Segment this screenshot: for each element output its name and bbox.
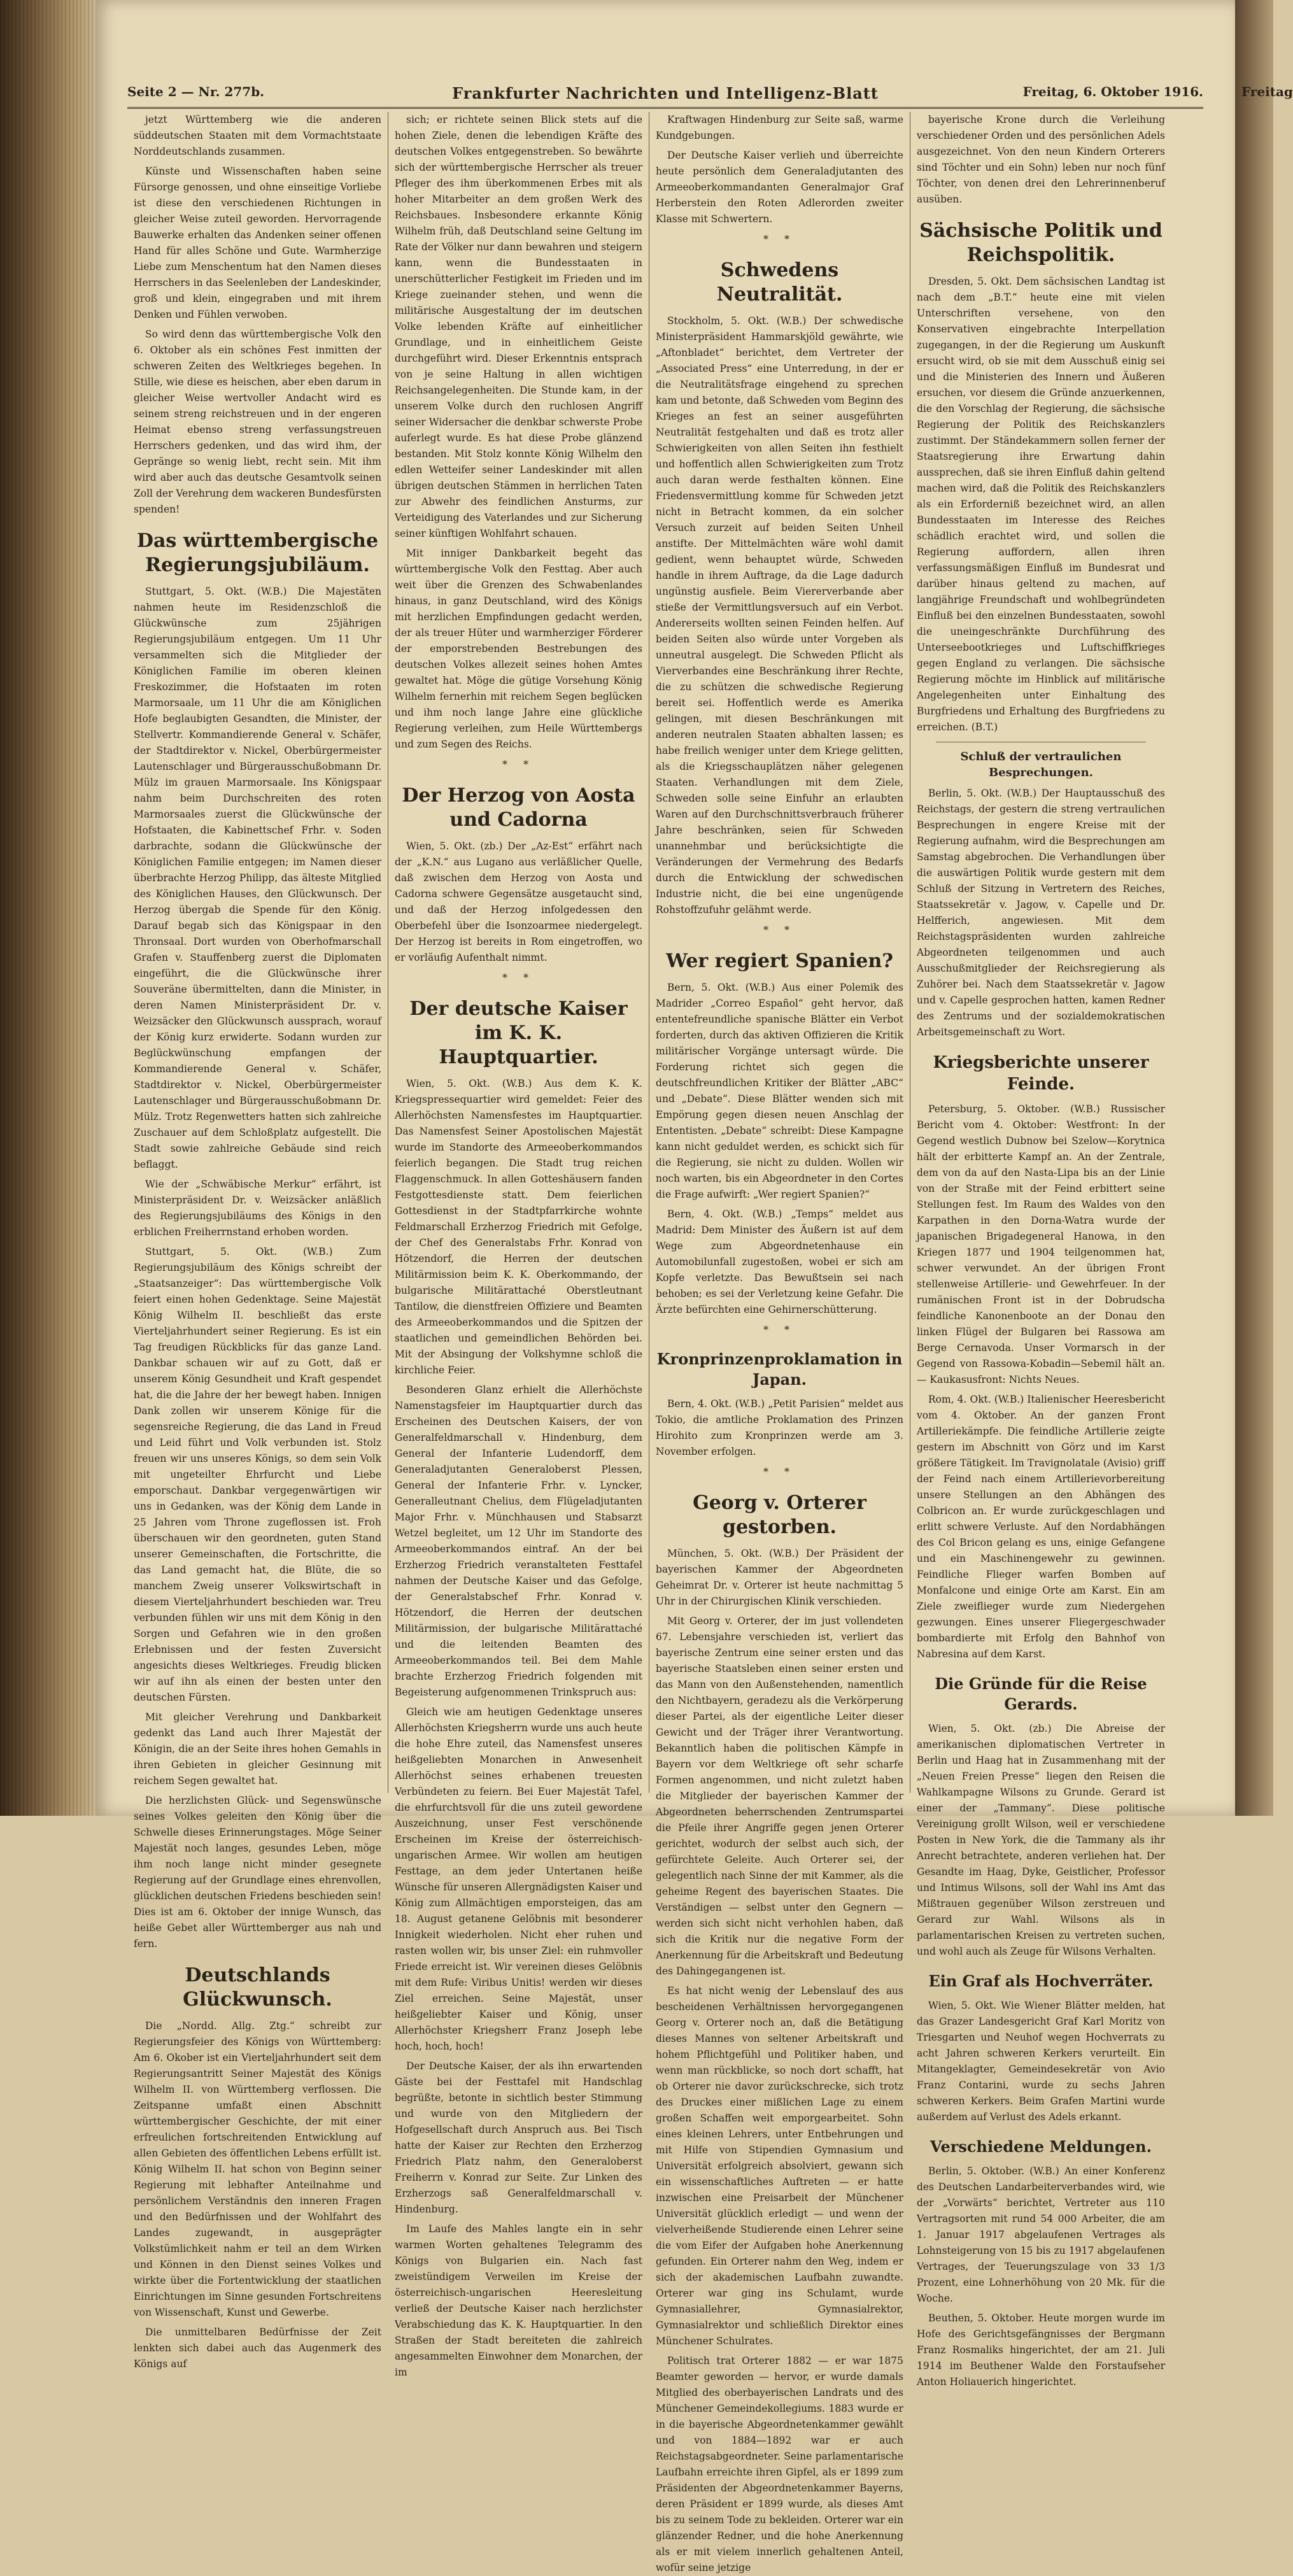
- article-paragraph: Die unmittelbaren Bedürfnisse der Zeit lenkten sich dabei auch das Augenmerk des Königs auf: [134, 2326, 381, 2370]
- article-headline: Schwedens Neutralität.: [716, 259, 843, 306]
- article-paragraph: Die herzlichsten Glück- und Segenswünsche seines Volkes geleiten den König über die Schwelle dieses Erinnerungstages. Möge Seiner Majestät noch langes, gesundes Leben, möge ihm noch lange nicht minder gesegnete Regierung auf der Grundlage eines ehrenvollen, glücklichen deutschen Friedens beschieden sein! Dies ist am 6. Oktober der innige Wunsch, das heiße Gebet aller Württemberger aus nah und fern.: [134, 1795, 381, 1950]
- article-paragraph: Stuttgart, 5. Okt. (W.B.) Zum Regierungsjubiläum des Königs schreibt der „Staatsanzeiger“: Das württembergische Volk feiert einen hohen Gedenktage. Seine Majestät König Wilhelm II. beschließt das erste Vierteljahrhundert seiner Regierung. Es ist ein Tag freudigen Rückblicks für das ganze Land. Dankbar schauen wir auf zu Gott, daß er unserem König Gesundheit und Kraft gespendet hat, die die Jahre der her bewegt haben. Innigen Dank zollen wir unserem Könige für die segensreiche Regierung, die das Land in Freud und Leid führt und Volk verbunden ist. Stolz freuen wir uns unseres Königs, so dem sein Volk mit ungeteilter Ehrfurcht und Liebe emporschaut. Dankbar vergegenwärtigen wir uns in Gedanken, was der König dem Lande in 25 Jahren vom Throne zugeflossen ist. Froh überschauen wir den geordneten, guten Stand unserer Gemeinschaften, die Fortschritte, die das Land gemacht hat, die Blüte, die so manchem Zweig unserer Volkswirtschaft in diesem Vierteljahrhundert beschieden war. Treu verbunden fühlen wir uns mit dem König in den Sorgen und Gefahren wie in den großen Erlebnissen und der festen Zuversicht angesichts dieses Weltkrieges. Freudig blicken wir auf ihn als einen der besten unter den deutschen Fürsten.: [134, 1246, 381, 1703]
- article-headline: Wer regiert Spanien?: [666, 950, 893, 972]
- article-columns: [127, 112, 1203, 2573]
- article-paragraph: Besonderen Glanz erhielt die Allerhöchste Namenstagsfeier im Hauptquartier durch das Erscheinen des Deutschen Kaisers, der von Generalfeldmarschall v. Hindenburg, dem General der Infanterie Ludendorff, dem Generaladjutanten Generaloberst Plessen, General der Infanterie Frhr. v. Lyncker, Generalleutnant Chelius, dem Flügeladjutanten Major Frhr. v. Münchhausen und Stabsarzt Wetzel begleitet, um 12 Uhr im Standorte des Armeeoberkommandos eintraf. An der bei Erzherzog Friedrich veranstalteten Festtafel nahmen der Deutsche Kaiser und das Gefolge, der Generalstabschef Frhr. Konrad v. Hötzendorf, die Herren der deutschen Militärmission, der bulgarische Militärattaché und die leitenden Beamten des Armeeoberkommandos teil. Bei dem Mahle brachte Erzherzog Friedrich folgenden mit Begeisterung aufgenommenen Trinkspruch aus:: [395, 1384, 642, 1698]
- article-subheadline: Schluß der vertraulichen Besprechungen.: [960, 750, 1122, 779]
- newspaper-page: [95, 0, 1235, 2573]
- section-separator: * *: [763, 233, 796, 245]
- article-paragraph: Wien, 5. Okt. (W.B.) Aus dem K. K. Kriegspressequartier wird gemeldet: Feier des Allerhöchsten Namensfestes im Hauptquartier. Das Namensfest Seiner Apostolischen Majestät wurde im Standorte des Armeeoberkommandos feierlich begangen. Die Stadt trug reichen Flaggenschmuck. In allen Gotteshäusern fanden Festgottesdienste statt. Dem feierlichen Gottesdienst in der Stadtpfarrkirche wohnte Feldmarschall Erzherzog Friedrich mit Gefolge, der Chef des Generalstabs Frhr. Konrad von Hötzendorf, die Herren der deutschen Militärmission beim K. K. Oberkommando, der bulgarische Militärattaché Oberstleutnant Tantilow, die dienstfreien Offiziere und Beamten des Armeeoberkommandos und die Spitzen der staatlichen und gemeindlichen Behörden bei. Mit der Absingung der Volkshymne schloß die kirchliche Feier.: [395, 1078, 642, 1376]
- binding-texture: [0, 0, 95, 1816]
- page-header: [127, 81, 1203, 109]
- article-headline: Sächsische Politik und Reichspolitik.: [919, 220, 1162, 266]
- book-binding: [0, 0, 95, 1816]
- article-headline: Kriegsberichte unserer Feinde.: [933, 1053, 1149, 1094]
- article-paragraph: Stockholm, 5. Okt. (W.B.) Der schwedische Ministerpräsident Hammarskjöld gewährte, wie „Aftonbladet“ berichtet, dem Vertreter der „Associated Press“ eine Unterredung, in der er die Neutralitätsfrage eingehend zu sprechen kam und betonte, daß Schweden vom Beginn des Krieges an fest an seiner ausgeführten Neutralität festgehalten und daß es trotz aller Schwierigkeiten von allen Seiten ihn festhielt und hoffentlich allen Schwierigkeiten zum Trotz auch daran werde festhalten können. Eine Friedensvermittlung komme für Schweden jetzt nicht in Betracht kommen, da ein solcher Versuch zurzeit auf beiden Seiten Unheil anstifte. Der Mittelmächten wäre wohl damit gedient, wenn behauptet würde, Schweden handle in ihrem Auftrage, da die Lage dadurch ungünstig ausfiele. Beim Viererverbande aber stieße der Vermittlungsversuch auf ein Verbot. Andererseits wollten seinen Feinden helfen. Auf beiden Seiten also würde unter Vorgeben als unneutral ausgelegt. Die Schweden Pflicht als Vierverbandes eine Beschränkung ihrer Rechte, die zu schützen die schwedische Regierung bereit sei. Hoffentlich werde es Amerika gelingen, mit diesen Beschränkungen mit anderen neutralen Staaten abhalten lassen; es habe freilich weniger unter dem Kriege gelitten, als die Kriegsschauplätzen näher gelegenen Staaten. Verhandlungen mit dem Ziele, Schweden solle seine Einfuhr an erlaubten Waren auf den Durchschnittsverbrauch früherer Jahre beschränken, seien für Schweden unannehmbar und berücksichtigte die Veränderungen der Vermehrung des Bedarfs durch die Entwicklung der schwedischen Industrie nicht, die bei eine ungenügende Rohstoffzufuhr gelähmt werde.: [656, 315, 903, 916]
- article-paragraph: Bern, 5. Okt. (W.B.) Aus einer Polemik des Madrider „Correo Español“ geht hervor, daß ententefreundliche spanische Blätter ein Verbot forderten, durch das aktiven Offizieren die Kritik militärischer Vorgänge untersagt würde. Die Forderung richtet sich gegen die deutschfreundlichen Kritiker der Blätter „ABC“ und „Debate“. Diese Blätter wenden sich mit Empörung gegen diesen neuen Anschlag der Ententisten. „Debate“ schreibt: Diese Kampagne kann nicht geduldet werden, es schickt sich für die Regierung, sie nicht zu dulden. Wollen wir noch warten, bis ein Abgeordneter in den Cortes die Frage aufwirft: „Wer regiert Spanien?“: [656, 982, 903, 1200]
- article-paragraph: Beuthen, 5. Oktober. Heute morgen wurde im Hofe des Gerichtsgefängnisses der Bergmann Franz Rosmaliks hingerichtet, der am 21. Juli 1914 im Beuthener Walde den Forstaufseher Anton Holiauerich hingerichtet.: [917, 2312, 1165, 2388]
- article-paragraph: Der Deutsche Kaiser verlieh und überreichte heute persönlich dem Generaladjutanten des Armeeoberkommandanten Generalmajor Graf Herberstein den Roten Adlerorden zweiter Klasse mit Schwertern.: [656, 150, 903, 225]
- column-2: [388, 112, 649, 2378]
- article-paragraph: Gleich wie am heutigen Gedenktage unseres Allerhöchsten Kriegsherrn wurde uns auch heute die hohe Ehre zuteil, das Namensfest unseres heißgeliebten Monarchen in Anwesenheit Allerhöchst seines erhabenen treuesten Verbündeten zu feiern. Bei Euer Majestät Tafel, die ehrfurchtsvoll für die uns zuteil gewordene Auszeichnung, unser Fest verschönende Erscheinen im Kreise der österreichisch-ungarischen Armee. Wir wollen am heutigen Festtage, an dem jeder Untertanen heiße Wünsche für unseren Allergnädigsten Kaiser und König zum Allmächtigen emporsteigen, das am 18. August getanene Gelöbnis mit besonderer Innigkeit wiederholen. Nicht eher ruhen und rasten wollen wir, bis unser Ziel: ein ruhmvoller Friede erreicht ist. Wir vereinen dieses Gelöbnis mit dem Rufe: Viribus Unitis! werden wir dieses Ziel erreichen. Seine Majestät, unser heißgeliebter Kaiser und König, unser Allerhöchster Kriegsherr Franz Joseph lebe hoch, hoch, hoch!: [395, 1706, 642, 2052]
- article-paragraph: Wien, 5. Okt. (zb.) Der „Az-Est“ erfährt nach der „K.N.“ aus Lugano aus verläßlicher Quelle, daß zwischen dem Herzog von Aosta und Cadorna schwere Gegensätze ausgetaucht sind, und daß der Herzog infolgedessen den Oberbefehl über die Isonzoarmee niedergelegt. Der Herzog ist bereits in Rom eingetroffen, wo er vorläufig Aufenthalt nimmt.: [395, 840, 642, 963]
- article-headline: Das württembergische Regierungsjubiläum.: [136, 530, 379, 576]
- article-paragraph: Berlin, 5. Okt. (W.B.) Der Hauptausschuß des Reichstags, der gestern die streng vertraulichen Besprechungen in engere Kreise mit der Regierung aufnahm, wird die Besprechungen am Samstag abgebrochen. Die Verhandlungen über die auswärtigen Politik wurde gestern mit dem Schluß der Sitzung in Vertretern des Reiches, Staatssekretär v. Jagow, v. Capelle und Dr. Helfferich, angewiesen. Mit dem Reichstagspräsidenten wurden zahlreiche Abgeordneten teilgenommen und auch Ausschußmitglieder der Reichsregierung als Zuhörer bei. Nach dem Staatssekretär v. Jagow und v. Capelle gesprochen hatten, kamen Redner des Zentrums und der sozialdemokratischen Arbeitsgemeinschaft zu Wort.: [917, 788, 1165, 1038]
- article-headline: Ein Graf als Hochverräter.: [928, 1972, 1154, 1990]
- article-paragraph: Stuttgart, 5. Okt. (W.B.) Die Majestäten nahmen heute im Residenzschloß die Glückwünsche zum 25jährigen Regierungsjubiläum entgegen. Um 11 Uhr versammelten sich die Mitglieder der Königlichen Familie im oberen kleinen Freskozimmer, die Hofstaaten im roten Marmorsaale, um 11 Uhr die am Königlichen Hofe beglaubigten Gesandten, die Minister, der Stellvertr. Kommandierende General v. Schäfer, der Stadtdirektor v. Nickel, Oberbürgermeister Lautenschlager und Bürgerausschußobmann Dr. Mülz im grauen Marmorsaale. Ins Königspaar nahm beim Durchschreiten des roten Marmorsaales zuerst die Glückwünsche der Hofstaaten, die Kabinettschef Frhr. v. Soden darbrachte, sodann die Glückwünsche der Königlichen Familie entgegen; im Namen dieser überbrachte Herzog Philipp, das älteste Mitglied des Königlichen Hauses, den Glückwunsch. Der Herzog übergab die Spende für den König. Darauf begab sich das Königspaar in den Thronsaal. Dort wurden von Oberhofmarschall Grafen v. Stauffenberg zuerst die Diplomaten eingeführt, die die Glückwünsche ihrer Souveräne übermittelten, dann die Minister, in deren Namen Ministerpräsident Dr. v. Weizsäcker den Glückwunsch aussprach, worauf der König kurz erwiderte. Sodann wurden zur Beglückwünschung empfangen der Kommandierende General v. Schäfer, Stadtdirektor v. Nickel, Oberbürgermeister Lautenschlager und Bürgerausschußobmann Dr. Mülz. Trotz Regenwetters hatten sich zahlreiche Zuschauer auf dem Schloßplatz aufgestellt. Die Stadt sowie zahlreiche Gebäude sind reich beflaggt.: [134, 586, 381, 1170]
- article-paragraph: Wien, 5. Okt. Wie Wiener Blätter melden, hat das Grazer Landesgericht Graf Karl Moritz von Triesgarten und Neuhof wegen Hochverrats zu acht Jahren schweren Kerkers verurteilt. Ein Mitangeklagter, Gemeindesekretär von Avio Franz Contarini, wurde zu sechs Jahren schweren Kerkers. Beim Grafen Martini wurde außerdem auf Verlust des Adels erkannt.: [917, 2000, 1165, 2123]
- column-3: [649, 112, 910, 2573]
- article-headline: Der deutsche Kaiser im K. K. Hauptquartier.: [409, 998, 628, 1068]
- section-separator: * *: [763, 924, 796, 936]
- masthead-title: Frankfurter Nachrichten und Intelligenz-Blatt: [452, 84, 879, 103]
- article-headline: Der Herzog von Aosta und Cadorna: [402, 784, 635, 831]
- section-separator: * *: [502, 972, 535, 984]
- article-paragraph: München, 5. Okt. (W.B.) Der Präsident der bayerischen Kammer der Abgeordneten Geheimrat Dr. v. Orterer ist heute nachmittag 5 Uhr in der Chirurgischen Klinik verschieden.: [656, 1548, 903, 1607]
- article-paragraph: Mit gleicher Verehrung und Dankbarkeit gedenkt das Land auch Ihrer Majestät der Königin, die an der Seite ihres hohen Gemahls in ihren Gebieten in gleicher Gesinnung mit reichem Segen gewaltet hat.: [134, 1711, 381, 1787]
- article-paragraph: Im Laufe des Mahles langte ein in sehr warmen Worten gehaltenes Telegramm des Königs von Bulgarien ein. Nach fast zweistündigem Verweilen im Kreise der österreichisch-ungarischen Heeresleitung verließ der Deutsche Kaiser nach herzlichster Verabschiedung das K. K. Hauptquartier. In den Straßen der Stadt bereiteten die zahlreich angesammelten Einwohner dem Monarchen, der im: [395, 2223, 642, 2378]
- article-paragraph: So wird denn das württembergische Volk den 6. Oktober als ein schönes Fest inmitten der schweren Zeiten des Weltkrieges begehen. In Stille, wie diese es heischen, aber eben darum in gleicher Weise wertvoller Andacht wird es seinem streng reichstreuen und in der engeren Heimat ebenso streng verfassungstreuen Herrschers gedenken, und das wird ihm, der Gepränge so wenig liebt, recht sein. Mit ihm wird aber auch das deutsche Gesamtvolk seinen Zoll der Verehrung dem wackeren Bundesfürsten spenden!: [134, 329, 381, 515]
- article-headline: Deutschlands Glückwunsch.: [183, 1964, 332, 2011]
- article-paragraph: Künste und Wissenschaften haben seine Fürsorge genossen, und ohne einseitige Vorliebe ist diese den verschiedenen Richtungen in gleicher Weise zuteil geworden. Hervorragende Bauwerke erhalten das Andenken seiner offenen Hand für alles Schöne und Gute. Warmherzige Liebe zum Menschentum hat den Namen dieses Herrschers in das Seelenleben der Landeskinder, groß und klein, eingegraben und mit ihrem Denken und Fühlen verwoben.: [134, 166, 381, 320]
- issue-date: Freitag, 6. Oktober 1916.: [1022, 84, 1203, 99]
- page-number: Seite 2 — Nr. 277b.: [127, 84, 265, 99]
- article-paragraph: Der Deutsche Kaiser, der als ihn erwartenden Gäste bei der Festtafel mit Handschlag begrüßte, betonte in sichtlich bester Stimmung und wurde von den Mitgliedern der Hofgesellschaft durch Anspruch aus. Bei Tisch hatte der Kaiser zur Rechten den Erzherzog Friedrich Platz nahm, den Generaloberst Freiherrn v. Konrad zur Seite. Zur Linken des Erzherzogs saß Generalfeldmarschall v. Hindenburg.: [395, 2060, 642, 2215]
- article-paragraph: Wie der „Schwäbische Merkur“ erfährt, ist Ministerpräsident Dr. v. Weizsäcker anläßlich des Regierungsjubiläums des Königs in den erblichen Freiherrnstand erhoben worden.: [134, 1178, 381, 1238]
- adjacent-page-text: Freitag: [1241, 84, 1293, 99]
- article-paragraph: Bern, 4. Okt. (W.B.) „Petit Parisien“ meldet aus Tokio, die amtliche Proklamation des Prinzen Hirohito zum Kronprinzen werde am 3. November erfolgen.: [656, 1398, 903, 1457]
- section-separator: * *: [763, 1466, 796, 1478]
- article-paragraph: Berlin, 5. Oktober. (W.B.) An einer Konferenz des Deutschen Landarbeiterverbandes wird, wie der „Vorwärts“ berichtet, Vertreter aus 110 Vertragsorten mit rund 54 000 Arbeiter, die am 1. Januar 1917 abgelaufenen Vertrages als Lohnsteigerung von 15 bis zu 1917 abgelaufenen Vertrages, der Teuerungszulage von 33 1/3 Prozent, eine Lohnerhöhung von 20 Mk. für die Woche.: [917, 2165, 1165, 2304]
- column-1: [127, 112, 388, 2370]
- section-separator: * *: [502, 758, 535, 770]
- adjacent-page-edge: [1235, 0, 1293, 1816]
- article-paragraph: Bern, 4. Okt. (W.B.) „Temps“ meldet aus Madrid: Dem Minister des Äußern ist auf dem Wege zum Abgeordnetenhause ein Automobilunfall zugestoßen, wobei er sich am Kopfe verletzte. Das Bewußtsein sei nach behoben; es sei der Verletzung keine Gefahr. Die Ärzte befürchten eine Gehirnerschütterung.: [656, 1208, 903, 1315]
- article-paragraph: Es hat nicht wenig der Lebenslauf des aus bescheidenen Verhältnissen hervorgegangenen Georg v. Orterer noch an, daß die Betätigung dieses Mannes von seltener Arbeitskraft und hohem Pflichtgefühl und Politiker haben, und wenn man rückblicke, so noch dort schafft, hat ob Orterer nie davor zurückschrecke, sich trotz des Druckes einer mißlichen Lage zu einem großen Schaffen weit emporgearbeitet. Sohn eines kleinen Lehrers, unter Entbehrungen und mit Hilfe von Stipendien Gymnasium und Universität erfolgreich absolviert, gewann sich ein wissenschaftliches Auftreten — er hatte inzwischen eine Preisarbeit der Münchener Universität glücklich erledigt — und wenn der vielverheißende Studierende einen Lehrer seine die vom Eifer der Aufgaben hohe Anerkennung gefunden. Ein Orterer nahm den Weg, indem er sich der akademischen Laufbahn zuwandte. Orterer war ging ins Schulamt, wurde Gymnasiallehrer, Gymnasialrektor, Gymnasialrektor und schließlich Direktor eines Münchener Schulrates.: [656, 1985, 903, 2347]
- column-4: [910, 112, 1171, 2388]
- article-paragraph: Politisch trat Orterer 1882 — er war 1875 Beamter geworden — hervor, er wurde damals Mitglied des oberbayerischen Landrats und des Münchener Gemeindekollegiums. 1883 wurde er in die bayerische Abgeordnetenkammer gewählt und von 1884—1892 war er auch Reichstagsabgeordneter. Seine parlamentarische Laufbahn erreichte ihren Gipfel, als er 1899 zum Präsidenten der Abgeordnetenkammer Bayerns, deren Präsident er 1899 wurde, als dieses Amt bis zu seinem Tode zu bekleiden. Orterer war ein glänzender Redner, und die hohe Anerkennung als er mit vielem innerlich gehaltenen Anteil, wofür seine jetzige: [656, 2355, 903, 2573]
- article-paragraph: Petersburg, 5. Oktober. (W.B.) Russischer Bericht vom 4. Oktober: Westfront: In der Gegend westlich Dubnow bei Szelow—Korytnica hält der erbitterte Kampf an. An der Zentrale, dem von da auf den Nasta-Lipa bis an der Linie von der Straße mit der Feind erbittert seine Stellungen fest. Im Raum des Waldes von den Karpathen in den Dorna-Watra wurde der japanischen Brigadegeneral Hanowa, in den Kriegen 1877 und 1904 teilgenommen hat, schwer verwundet. An der übrigen Front stellenweise Artillerie- und Gewehrfeuer. In der rumänischen Front ist in der Dobrudscha feindliche Kanonenboote an der Donau den linken Flügel der Bulgaren bei Rassowa am Berge Cernavoda. Unser Vormarsch in der Gegend von Rassowa-Kobadin—Sebemil hält an. — Kaukasusfront: Nichts Neues.: [917, 1103, 1165, 1385]
- article-paragraph: Rom, 4. Okt. (W.B.) Italienischer Heeresbericht vom 4. Oktober. An der ganzen Front Artilleriekämpfe. Die feindliche Artillerie zeigte gestern im Abschnitt von Görz und im Karst größere Tätigkeit. Im Travignolatale (Avisio) griff der Feind nach einem Artillerievorbereitung unsere Stellungen an den Abhängen des Colbricon an. Er wurde zurückgeschlagen und erlitt schwere Verluste. Auf den Nordabhängen des Col Bricon gelang es uns, einige Gefangene und ein Maschinengewehr zu gewinnen. Feindliche Flieger warfen Bomben auf Monfalcone und einige Orte am Karst. Ein am Ziele zweiflieger wurde zum Niedergehen gezwungen. Eines unserer Fliegergeschwader bombardierte mit Erfolg den Bahnhof von Nabresina auf dem Karst.: [917, 1394, 1165, 1660]
- article-headline: Die Gründe für die Reise Gerards.: [935, 1674, 1147, 1713]
- article-paragraph: sich; er richtete seinen Blick stets auf die hohen Ziele, denen die lebendigen Kräfte des deutschen Volkes entgegenstreben. So bewährte sich der württembergische Herrscher als treuer Pfleger des ihm überkommenen Erbes mit als hoher Mitarbeiter an dem großen Werk des Reichsbaues. Insbesondere erkannte König Wilhelm früh, daß Deutschland seine Geltung im Rate der Völker nur dann bewahren und steigern kann, wenn die Bundesstaaten in unerschütterlicher Festigkeit im Frieden und im Kriege zueinander stehen, und wenn die militärische Ausgestaltung der im deutschen Volke lebenden Kräfte auf einheitlicher Grundlage, und in einheitlichem Geiste durchgeführt wird. Dieser Erkenntnis entsprach von je seine Haltung in allen wichtigen Reichsangelegenheiten. Die Stunde kam, in der unserem Volke durch den ruchlosen Angriff seiner Widersacher die denkbar schwerste Probe auferlegt wurde. Es hat diese Probe glänzend bestanden. Mit Stolz konnte König Wilhelm den edlen Wetteifer seiner Landeskinder mit allen übrigen deutschen Stämmen in herrlichen Taten zur Abwehr des feindlichen Ansturms, zur Verteidigung des Vaterlandes und zur Sicherung seiner künftigen Wohlfahrt schauen.: [395, 114, 642, 539]
- article-headline: Georg v. Orterer gestorben.: [693, 1492, 866, 1538]
- article-paragraph: Wien, 5. Okt. (zb.) Die Abreise der amerikanischen diplomatischen Vertreter in Berlin und Haag hat in Zusammenhang mit der „Neuen Freien Presse“ liegen den Reisen die Wahlkampagne Wilsons zu Grunde. Gerard ist einer der „Tammany“. Diese politische Vereinigung grollt Wilson, weil er verschiedene Posten in New York, die die Tammany als ihr Anrecht betrachtete, anderen verliehen hat. Der Gesandte im Haag, Dyke, Geistlicher, Professor und Intimus Wilsons, soll der Wahl ins Amt das Mißtrauen gegenüber Wilson zerstreuen und Gerard zur Wahl. Wilsons als in parlamentarischen Kreisen zu vertreten suchen, und wohl auch als Zeuge für Wilsons Verhalten.: [917, 1723, 1165, 1957]
- article-paragraph: Mit Georg v. Orterer, der im just vollendeten 67. Lebensjahre verschieden ist, verliert das bayerische Zentrum eine seiner ersten und das bayerische Staatsleben einen seiner ersten und das Mann von den Außenstehenden, namentlich den Nichtbayern, geradezu als die Verkörperung dieser Partei, als der eigentliche Leiter dieser Gewicht und der Träger ihrer Verantwortung. Bekanntlich haben die politischen Kämpfe in Bayern vor dem Weltkriege oft sehr scharfe Formen angenommen, und nicht zuletzt haben die Mitglieder der bayerischen Kammer der Abgeordneten beherrschenden Zentrumspartei die Pfeile ihrer Angriffe gegen jenen Orterer gerichtet, wodurch der selbst auch sich, der gefürchtete Geleite. Auch Orterer sei, der gelegentlich nach Sinne der mit Kammer, als die geheime Regent des bayerischen Staates. Die Verständigen — selbst unter den Gegnern — werden sich sicht nicht verhohlen haben, daß sich die Kritik nur die negative Form der Anerkennung für die Arbeitskraft und Bedeutung des Dahingegangenen ist.: [656, 1615, 903, 1977]
- article-paragraph: Dresden, 5. Okt. Dem sächsischen Landtag ist nach dem „B.T.“ heute eine mit vielen Unterschriften versehene, von den Konservativen eingebrachte Interpellation zugegangen, in der die Regierung um Auskunft ersucht wird, ob sie mit dem Ausschuß einig sei und die Ministerien des Innern und Äußeren ersuchen, vor diesem die Gründe anzuerkennen, die den Vorschlag der Regierung, die sächsische Regierung der Politik des Reichskanzlers zustimmt. Der Ständekammern sollen ferner der Staatsregierung ihre Erwartung dahin aussprechen, daß sie ihren Einfluß dahin geltend machen wird, daß die Politik des Reichskanzlers als ein Erforderniß bezeichnet wird, an allen Bundesstaaten im Interesse des Reiches schädlich erachtet wird, und sollen die Regierung auffordern, allen ihren verfassungsmäßigen Einfluß im Bundesrat und darüber hinaus geltend zu machen, auf langjährige Freundschaft und wohlbegründeten Einfluß bei den einzelnen Bundesstaaten, sowohl die uneingeschränkte Durchführung des Unterseebootkrieges und Luftschiffkrieges gegen England zu verlangen. Die sächsische Regierung möchte im Hinblick auf militärische Angelegenheiten unter Einhaltung des Burgfriedens und Erhaltung des Burgfriedens zu erreichen. (B.T.): [917, 276, 1165, 733]
- article-headline: Verschiedene Meldungen.: [930, 2137, 1152, 2156]
- article-paragraph: Mit inniger Dankbarkeit begeht das württembergische Volk den Festtag. Aber auch weit über die Grenzen des Schwabenlandes hinaus, in ganz Deutschland, wird des Königs mit herzlichen Empfindungen gedacht werden, der als treuer Hüter und warmherziger Förderer der emporstrebenden Bestrebungen des deutschen Volkes allezeit seines hohen Amtes gewaltet hat. Möge die gütige Vorsehung König Wilhelm fernerhin mit reichem Segen beglücken und ihm noch lange Jahre eine glückliche Regierung verleihen, zum Heile Württembergs und zum Segen des Reichs.: [395, 548, 642, 750]
- article-paragraph: bayerische Krone durch die Verleihung verschiedener Orden und des persönlichen Adels ausgezeichnet. Von den neun Kindern Orterers sind Töchter und ein Sohn) leben nur noch fünf Töchter, von denen drei den Lehrerinnenberuf ausüben.: [917, 114, 1165, 205]
- article-paragraph: Die „Nordd. Allg. Ztg.“ schreibt zur Regierungsfeier des Königs von Württemberg: Am 6. Okober ist ein Vierteljahrhundert seit dem Regierungsantritt Seiner Majestät des Königs Wilhelm II. von Württemberg verflossen. Die Zeitspanne umfaßt einen Abschnitt württembergischer Geschichte, der mit einer erfreulichen fortschreitenden Entwicklung auf allen Gebieten des öffentlichen Lebens erfüllt ist. König Wilhelm II. hat schon von Beginn seiner Regierung mit lebhafter Anteilnahme und persönlichem Verständnis den inneren Fragen und den Bedürfnissen und der Wohlfahrt des Landes zugewandt, in ausgeprägter Volkstümlichkeit nahm er teil an dem Wirken und Können in den Dienst seines Volkes und wirkte über die Fortentwicklung der staatlichen Einrichtungen im Sinne gesunden Fortschreitens von Wissenschaft, Kunst und Gewerbe.: [134, 2020, 381, 2318]
- section-separator: * *: [763, 1324, 796, 1336]
- article-headline: Kronprinzenproklamation in Japan.: [656, 1350, 903, 1389]
- article-paragraph: jetzt Württemberg wie die anderen süddeutschen Staaten mit dem Vormachtstaate Norddeutschlands zusammen.: [134, 114, 381, 157]
- article-paragraph: Kraftwagen Hindenburg zur Seite saß, warme Kundgebungen.: [656, 114, 903, 141]
